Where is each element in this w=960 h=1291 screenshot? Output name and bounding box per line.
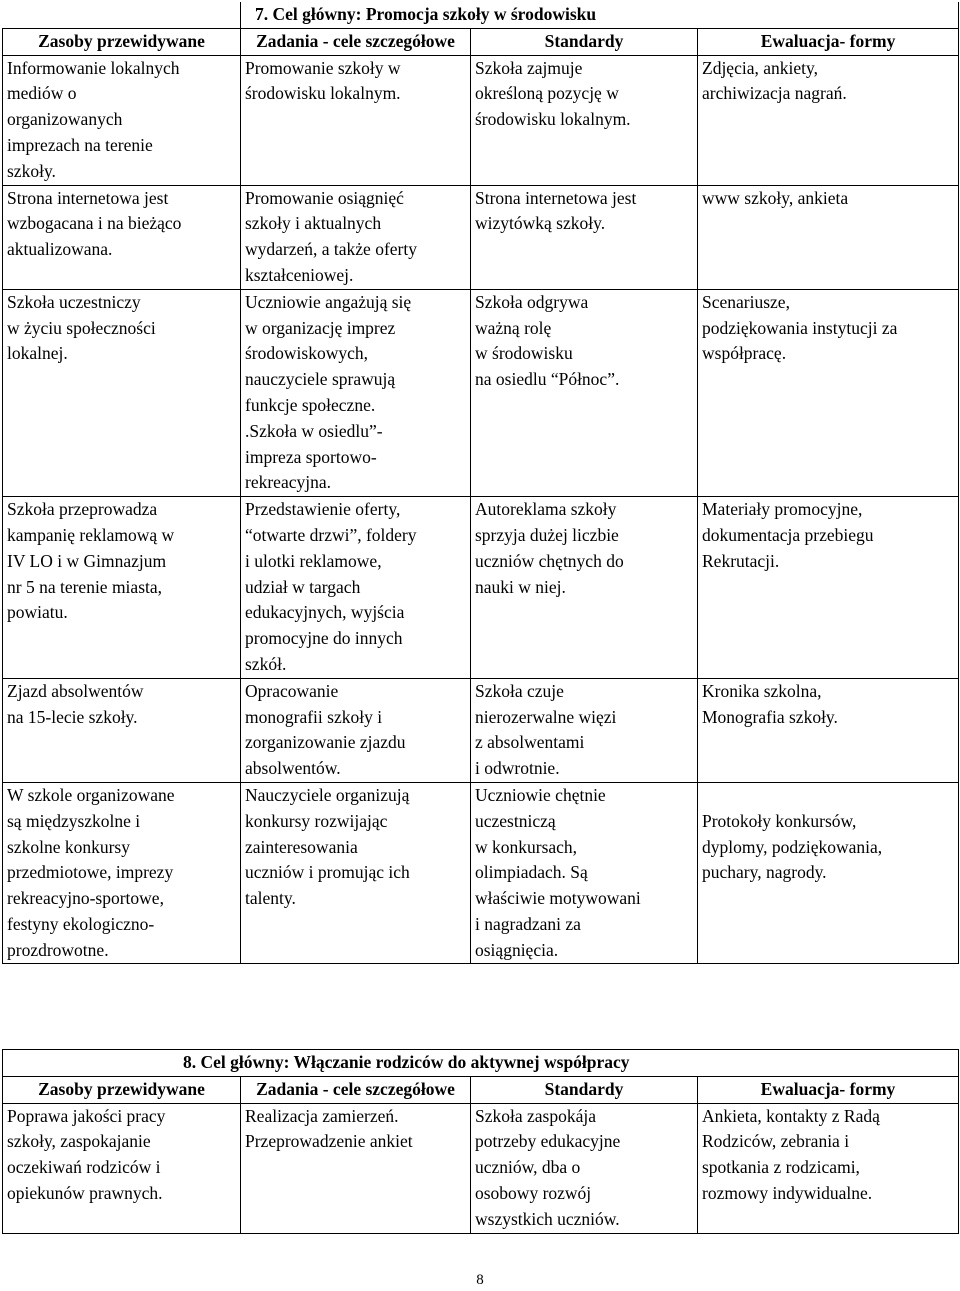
cell-tasks: Promowanie szkoły w środowisku lokalnym. xyxy=(241,55,471,185)
cell-standards: Uczniowie chętnie uczestniczą w konkursach, olimpiadach. Są właściwie motywowani i nagradzani za osiągnięcia. xyxy=(471,782,698,964)
cell-tasks: Uczniowie angażują się w organizację imprez środowiskowych, nauczyciele sprawują funkcje społeczne. .Szkoła w osiedlu”- impreza sportowo- rekreacyjna. xyxy=(241,289,471,496)
section8-goal-row xyxy=(3,1050,959,1077)
section8-table xyxy=(2,1049,959,1234)
cell-evaluation: Ankieta, kontakty z Radą Rodziców, zebrania i spotkania z rodzicami, rozmowy indywidualne. xyxy=(698,1103,959,1233)
cell-tasks: Przedstawienie oferty, “otwarte drzwi”, foldery i ulotki reklamowe, udział w targach edukacyjnych, wyjścia promocyjne do innych szkół. xyxy=(241,497,471,679)
header-evaluation: Ewaluacja- formy xyxy=(698,28,959,55)
cell-standards: Autoreklama szkoły sprzyja dużej liczbie uczniów chętnych do nauki w niej. xyxy=(471,497,698,679)
cell-resources: Szkoła uczestniczy w życiu społeczności lokalnej. xyxy=(3,289,241,496)
section7-header-row xyxy=(3,28,959,55)
section7-title: 7. Cel główny: Promocja szkoły w środowisku xyxy=(241,2,959,28)
header-evaluation: Ewaluacja- formy xyxy=(698,1076,959,1103)
cell-tasks: Realizacja zamierzeń. Przeprowadzenie ankiet xyxy=(241,1103,471,1233)
cell-standards: Szkoła zajmuje określoną pozycję w środowisku lokalnym. xyxy=(471,55,698,185)
table-row xyxy=(3,782,959,964)
cell-resources: W szkole organizowane są międzyszkolne i szkolne konkursy przedmiotowe, imprezy rekreacyjno-sportowe, festyny ekologiczno- prozdrowotne. xyxy=(3,782,241,964)
cell-evaluation: Kronika szkolna, Monografia szkoły. xyxy=(698,678,959,782)
header-standards: Standardy xyxy=(471,1076,698,1103)
header-resources: Zasoby przewidywane xyxy=(3,28,241,55)
cell-standards: Szkoła zaspokája potrzeby edukacyjne uczniów, dba o osobowy rozwój wszystkich uczniów. xyxy=(471,1103,698,1233)
table-row xyxy=(3,497,959,679)
cell-evaluation: Materiały promocyjne, dokumentacja przebiegu Rekrutacji. xyxy=(698,497,959,679)
table-row xyxy=(3,1103,959,1233)
cell-evaluation: Scenariusze, podziękowania instytucji za współpracę. xyxy=(698,289,959,496)
cell-resources: Zjazd absolwentów na 15-lecie szkoły. xyxy=(3,678,241,782)
cell-standards: Szkoła czuje nierozerwalne więzi z absolwentami i odwrotnie. xyxy=(471,678,698,782)
section8-title: 8. Cel główny: Włączanie rodziców do aktywnej współpracy xyxy=(3,1050,959,1077)
cell-resources: Szkoła przeprowadza kampanię reklamową w IV LO i w Gimnazjum nr 5 na terenie miasta, powiatu. xyxy=(3,497,241,679)
cell-tasks: Promowanie osiągnięć szkoły i aktualnych wydarzeń, a także oferty kształceniowej. xyxy=(241,185,471,289)
cell-tasks: Nauczyciele organizują konkursy rozwijając zainteresowania uczniów i promując ich talenty. xyxy=(241,782,471,964)
header-tasks: Zadania - cele szczegółowe xyxy=(241,1076,471,1103)
cell-tasks: Opracowanie monografii szkoły i zorganizowanie zjazdu absolwentów. xyxy=(241,678,471,782)
cell-evaluation: Protokoły konkursów, dyplomy, podziękowania, puchary, nagrody. xyxy=(698,782,959,964)
section7-goal-row xyxy=(3,2,959,28)
cell-standards: Strona internetowa jest wizytówką szkoły. xyxy=(471,185,698,289)
section7-table xyxy=(2,2,959,964)
section7-goal-spacer xyxy=(3,2,241,28)
cell-resources: Strona internetowa jest wzbogacana i na bieżąco aktualizowana. xyxy=(3,185,241,289)
section8-header-row xyxy=(3,1076,959,1103)
cell-evaluation: www szkoły, ankieta xyxy=(698,185,959,289)
table-row xyxy=(3,289,959,496)
cell-resources: Poprawa jakości pracy szkoły, zaspokajanie oczekiwań rodziców i opiekunów prawnych. xyxy=(3,1103,241,1233)
table-row xyxy=(3,185,959,289)
cell-evaluation: Zdjęcia, ankiety, archiwizacja nagrań. xyxy=(698,55,959,185)
header-standards: Standardy xyxy=(471,28,698,55)
table-row xyxy=(3,678,959,782)
cell-resources: Informowanie lokalnych mediów o organizowanych imprezach na terenie szkoły. xyxy=(3,55,241,185)
table-row xyxy=(3,55,959,185)
header-tasks: Zadania - cele szczegółowe xyxy=(241,28,471,55)
page-number: 8 xyxy=(476,1272,484,1288)
cell-standards: Szkoła odgrywa ważną rolę w środowisku na osiedlu “Północ”. xyxy=(471,289,698,496)
header-resources: Zasoby przewidywane xyxy=(3,1076,241,1103)
